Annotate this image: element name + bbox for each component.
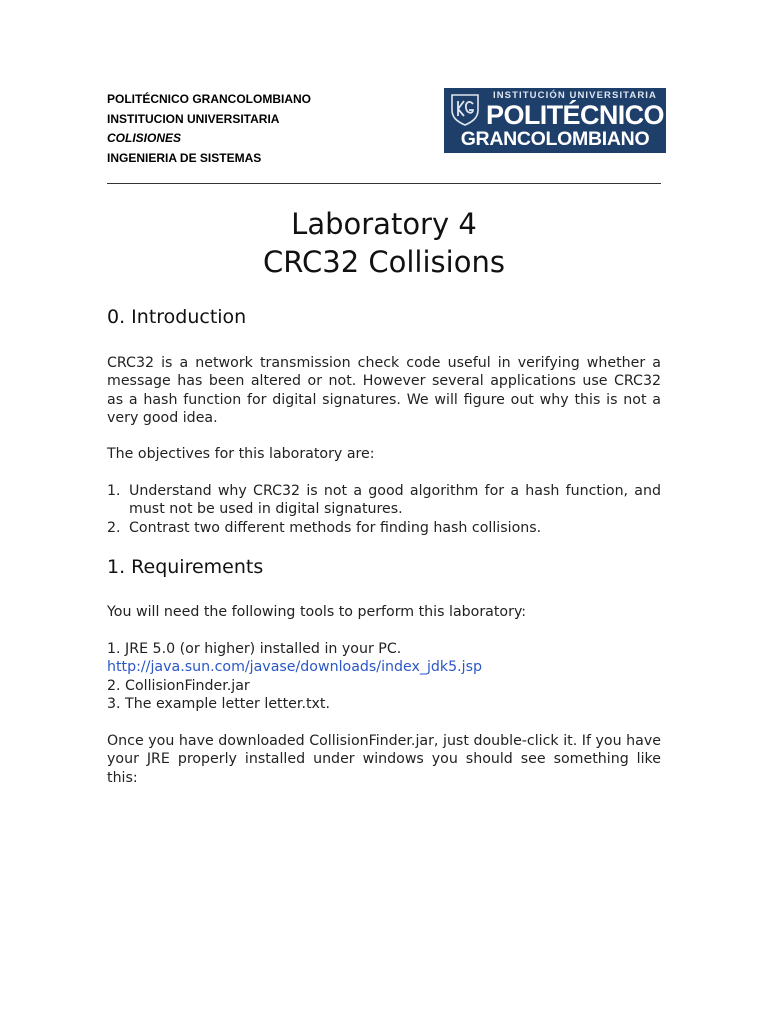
requirement-item-2: 2. CollisionFinder.jar bbox=[107, 677, 250, 694]
logo-title: POLITÉCNICO bbox=[486, 100, 664, 130]
requirement-item-1: 1. JRE 5.0 (or higher) installed in your PC. bbox=[107, 641, 402, 657]
jre-download-link[interactable]: http://java.sun.com/javase/downloads/index_jdk5.jsp bbox=[107, 659, 483, 676]
institution-type: INSTITUCION UNIVERSITARIA bbox=[107, 111, 280, 126]
list-item-text: Understand why CRC32 is not a good algorithm for a hash function, and must not be used in digital signatures. bbox=[129, 483, 661, 518]
program-name: INGENIERIA DE SISTEMAS bbox=[107, 150, 262, 165]
instructions-paragraph: Once you have downloaded CollisionFinder.jar, just double-click it. If you have your JRE properly installed under windows you should see something like this: bbox=[107, 733, 661, 786]
intro-paragraph: CRC32 is a network transmission check code useful in verifying whether a message has been altered or not. However several applications use CRC32 as a hash function for digital signatures. We will figure out why this is not a very good idea. bbox=[107, 355, 661, 427]
objectives-list bbox=[107, 482, 661, 537]
course-name: COLISIONES bbox=[107, 131, 182, 145]
list-item-text: Contrast two different methods for finding hash collisions. bbox=[129, 519, 542, 536]
requirements-heading: 1. Requirements bbox=[107, 556, 264, 578]
list-item-number: 1. bbox=[107, 483, 121, 499]
intro-heading: 0. Introduction bbox=[107, 306, 247, 328]
requirements-intro: You will need the following tools to perform this laboratory: bbox=[107, 604, 527, 620]
logo-subtitle: INSTITUCIÓN UNIVERSITARIA bbox=[492, 90, 658, 101]
logo-name: GRANCOLOMBIANO bbox=[460, 128, 650, 150]
university-logo bbox=[444, 88, 666, 153]
requirements-list bbox=[107, 640, 661, 714]
objectives-intro: The objectives for this laboratory are: bbox=[107, 446, 375, 462]
requirement-item-3: 3. The example letter letter.txt. bbox=[107, 696, 330, 713]
institution-header bbox=[107, 90, 311, 168]
list-item-number: 2. bbox=[107, 519, 121, 536]
list-item bbox=[107, 482, 661, 519]
seal-icon bbox=[448, 92, 482, 126]
title-line-1: Laboratory 4 bbox=[291, 207, 477, 241]
title-line-2: CRC32 Collisions bbox=[263, 245, 505, 279]
list-item bbox=[107, 519, 661, 537]
header-divider bbox=[107, 183, 661, 184]
institution-name: POLITÉCNICO GRANCOLOMBIANO bbox=[107, 92, 311, 106]
page-title bbox=[107, 205, 661, 281]
